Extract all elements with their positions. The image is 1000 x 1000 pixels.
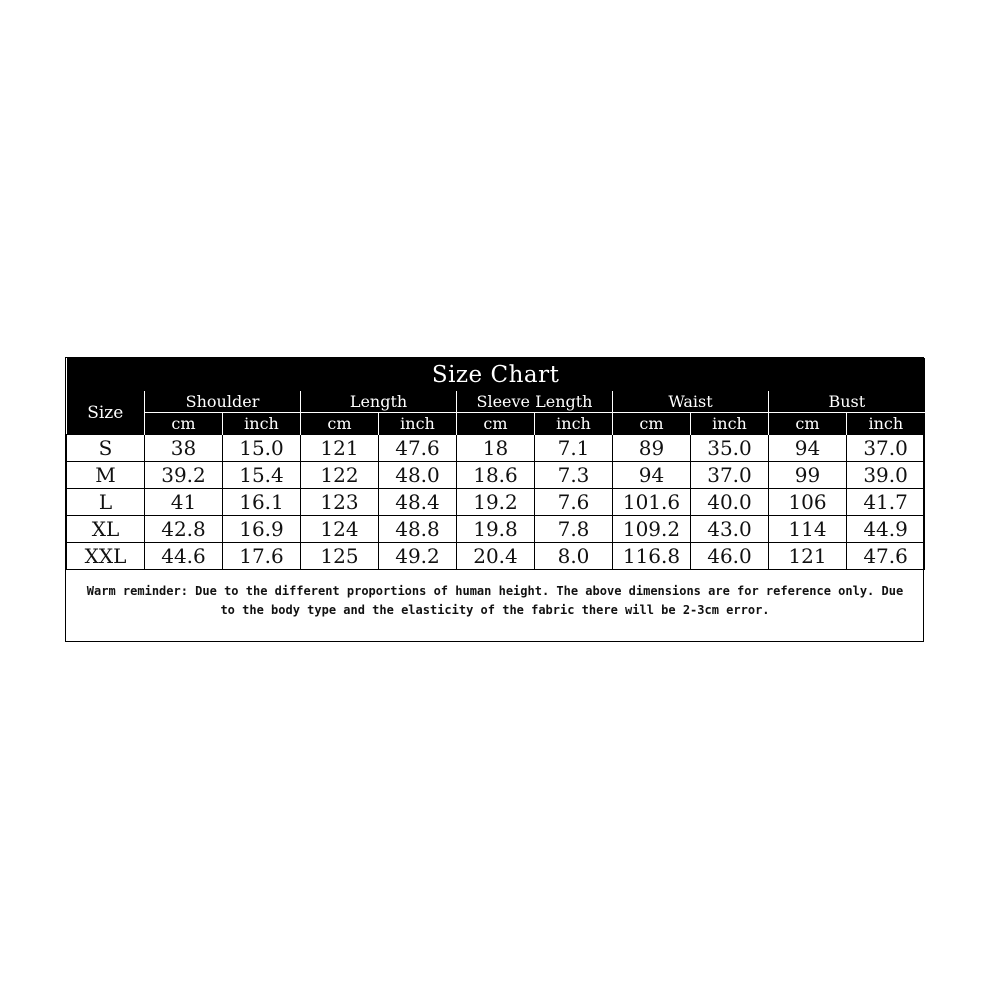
table-cell: 37.0 [691, 462, 769, 489]
unit-header-inch: inch [223, 413, 301, 435]
table-cell: 121 [769, 543, 847, 570]
unit-header-cm: cm [301, 413, 379, 435]
group-header-sleeve-length: Sleeve Length [457, 391, 613, 413]
table-cell: 17.6 [223, 543, 301, 570]
chart-title: Size Chart [67, 358, 925, 391]
table-cell: 40.0 [691, 489, 769, 516]
table-cell: 44.6 [145, 543, 223, 570]
unit-header-cm: cm [769, 413, 847, 435]
table-cell: 19.8 [457, 516, 535, 543]
table-cell: 7.3 [535, 462, 613, 489]
table-cell: 8.0 [535, 543, 613, 570]
unit-header-inch: inch [847, 413, 925, 435]
table-cell: 43.0 [691, 516, 769, 543]
unit-header-inch: inch [379, 413, 457, 435]
table-cell: 101.6 [613, 489, 691, 516]
group-header-shoulder: Shoulder [145, 391, 301, 413]
table-cell: 15.4 [223, 462, 301, 489]
table-cell: 38 [145, 435, 223, 462]
table-cell: 114 [769, 516, 847, 543]
table-cell: 41 [145, 489, 223, 516]
table-cell: 48.4 [379, 489, 457, 516]
unit-header-cm: cm [145, 413, 223, 435]
table-cell: 47.6 [379, 435, 457, 462]
table-cell: 39.0 [847, 462, 925, 489]
table-cell: 106 [769, 489, 847, 516]
table-cell: 49.2 [379, 543, 457, 570]
table-cell: 94 [613, 462, 691, 489]
table-cell: 47.6 [847, 543, 925, 570]
table-cell: 35.0 [691, 435, 769, 462]
table-cell: 16.1 [223, 489, 301, 516]
size-chart-table [66, 358, 925, 570]
table-cell: 15.0 [223, 435, 301, 462]
table-row [67, 435, 925, 462]
group-header-bust: Bust [769, 391, 925, 413]
table-row [67, 516, 925, 543]
table-cell: 48.0 [379, 462, 457, 489]
unit-header-inch: inch [691, 413, 769, 435]
table-cell: 121 [301, 435, 379, 462]
size-cell: L [67, 489, 145, 516]
table-cell: 20.4 [457, 543, 535, 570]
table-row [67, 489, 925, 516]
size-column-header: Size [67, 391, 145, 435]
table-cell: 39.2 [145, 462, 223, 489]
table-cell: 122 [301, 462, 379, 489]
table-cell: 46.0 [691, 543, 769, 570]
table-cell: 123 [301, 489, 379, 516]
size-cell: XXL [67, 543, 145, 570]
unit-header-inch: inch [535, 413, 613, 435]
table-cell: 37.0 [847, 435, 925, 462]
table-cell: 19.2 [457, 489, 535, 516]
table-cell: 18.6 [457, 462, 535, 489]
table-cell: 16.9 [223, 516, 301, 543]
size-cell: S [67, 435, 145, 462]
table-cell: 7.1 [535, 435, 613, 462]
table-cell: 116.8 [613, 543, 691, 570]
table-cell: 94 [769, 435, 847, 462]
size-chart [65, 357, 924, 642]
size-cell: XL [67, 516, 145, 543]
table-cell: 42.8 [145, 516, 223, 543]
table-cell: 124 [301, 516, 379, 543]
unit-header-cm: cm [613, 413, 691, 435]
table-row [67, 543, 925, 570]
table-cell: 89 [613, 435, 691, 462]
warm-reminder-note: Warm reminder: Due to the different proportions of human height. The above dimensions are for reference only. Due to the body type and the elasticity of the fabric there will be 2-3cm error. [86, 584, 904, 617]
table-cell: 48.8 [379, 516, 457, 543]
group-header-length: Length [301, 391, 457, 413]
table-cell: 44.9 [847, 516, 925, 543]
table-cell: 109.2 [613, 516, 691, 543]
table-cell: 99 [769, 462, 847, 489]
table-cell: 18 [457, 435, 535, 462]
table-cell: 7.6 [535, 489, 613, 516]
unit-header-cm: cm [457, 413, 535, 435]
table-cell: 7.8 [535, 516, 613, 543]
group-header-waist: Waist [613, 391, 769, 413]
table-cell: 41.7 [847, 489, 925, 516]
table-cell: 125 [301, 543, 379, 570]
table-row [67, 462, 925, 489]
size-cell: M [67, 462, 145, 489]
